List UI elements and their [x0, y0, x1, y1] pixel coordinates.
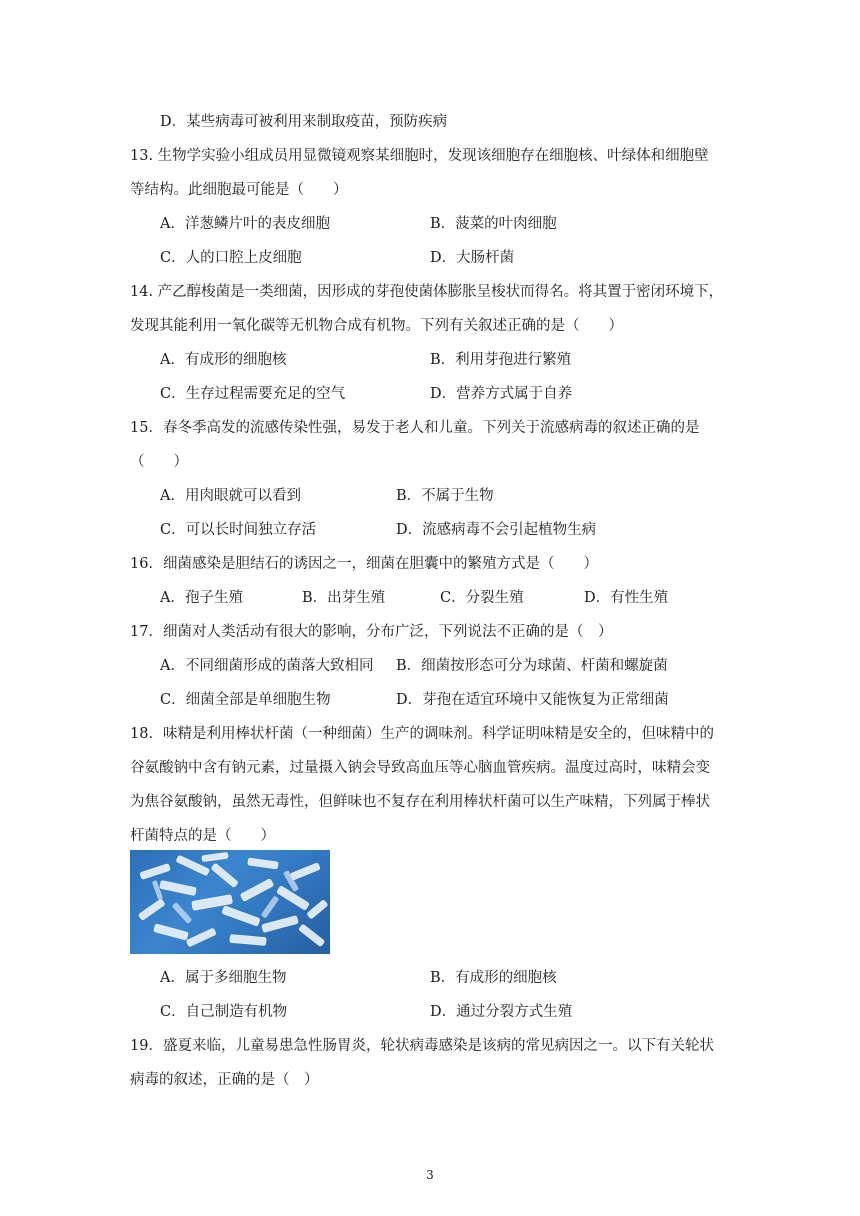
q18-stem-line-4: 杆菌特点的是（ ） — [130, 828, 275, 844]
q18-stem-line-2: 谷氨酸钠中含有钠元素，过量摄入钠会导致高血压等心脑血管疾病。温度过高时，味精会变 — [130, 760, 710, 776]
q15-stem-line-1: 15．春冬季高发的流感传染性强，易发于老人和儿童。下列关于流感病毒的叙述正确的是 — [130, 420, 700, 436]
q13-option-b: B．菠菜的叶肉细胞 — [430, 216, 557, 232]
q16-option-c: C．分裂生殖 — [440, 590, 524, 606]
page-number: 3 — [426, 1168, 434, 1182]
q18-stem-line-1: 18．味精是利用棒状杆菌（一种细菌）生产的调味剂。科学证明味精是安全的，但味精中的 — [130, 726, 714, 742]
q16-option-b: B．出芽生殖 — [302, 590, 386, 606]
q17-option-d: D．芽孢在适宜环境中又能恢复为正常细菌 — [396, 692, 669, 708]
msg-crystals-photo — [130, 850, 330, 954]
q19-stem-line-1: 19．盛夏来临，儿童易患急性肠胃炎，轮状病毒感染是该病的常见病因之一。以下有关轮状 — [130, 1038, 714, 1054]
q13-stem-line-1: 13. 生物学实验小组成员用显微镜观察某细胞时，发现该细胞存在细胞核、叶绿体和细胞壁 — [130, 148, 709, 164]
q18-option-c: C．自己制造有机物 — [160, 1004, 288, 1020]
q15-stem-line-2: （ ） — [130, 454, 188, 470]
q15-option-b: B．不属于生物 — [396, 488, 494, 504]
q13-option-c: C．人的口腔上皮细胞 — [160, 250, 302, 266]
q18-stem-line-3: 为焦谷氨酸钠，虽然无毒性，但鲜味也不复存在利用棒状杆菌可以生产味精，下列属于棒状 — [130, 794, 710, 810]
q14-stem-line-2: 发现其能利用一氧化碳等无机物合成有机物。下列有关叙述正确的是（ ） — [130, 318, 623, 334]
q15-option-d: D．流感病毒不会引起植物生病 — [396, 522, 597, 538]
q15-option-a: A．用肉眼就可以看到 — [160, 488, 301, 504]
q17-option-a: A．不同细菌形成的菌落大致相同 — [160, 658, 374, 674]
q12-option-d: D．某些病毒可被利用来制取疫苗，预防疾病 — [160, 114, 448, 130]
q16-stem-line-1: 16．细菌感染是胆结石的诱因之一，细菌在胆囊中的繁殖方式是（ ） — [130, 556, 598, 572]
q16-option-d: D．有性生殖 — [584, 590, 669, 606]
q14-stem-line-1: 14. 产乙醇梭菌是一类细菌，因形成的芽孢使菌体膨胀呈梭状而得名。将其置于密闭环境下， — [130, 284, 724, 300]
q17-stem-line-1: 17．细菌对人类活动有很大的影响，分布广泛，下列说法不正确的是（ ） — [130, 624, 613, 640]
q18-option-d: D．通过分裂方式生殖 — [430, 1004, 573, 1020]
q14-option-b: B．利用芽孢进行繁殖 — [430, 352, 572, 368]
q14-option-a: A．有成形的细胞核 — [160, 352, 287, 368]
q13-option-a: A．洋葱鳞片叶的表皮细胞 — [160, 216, 330, 232]
q13-option-d: D．大肠杆菌 — [430, 250, 515, 266]
q14-option-d: D．营养方式属于自养 — [430, 386, 573, 402]
q19-stem-line-2: 病毒的叙述，正确的是（ ） — [130, 1072, 319, 1088]
q13-stem-line-2: 等结构。此细胞最可能是（ ） — [130, 182, 348, 198]
q14-option-c: C．生存过程需要充足的空气 — [160, 386, 346, 402]
q15-option-c: C．可以长时间独立存活 — [160, 522, 317, 538]
q18-option-a: A．属于多细胞生物 — [160, 970, 287, 986]
q18-option-b: B．有成形的细胞核 — [430, 970, 557, 986]
q16-option-a: A．孢子生殖 — [160, 590, 243, 606]
q17-option-c: C．细菌全部是单细胞生物 — [160, 692, 331, 708]
q17-option-b: B．细菌按形态可分为球菌、杆菌和螺旋菌 — [396, 658, 668, 674]
